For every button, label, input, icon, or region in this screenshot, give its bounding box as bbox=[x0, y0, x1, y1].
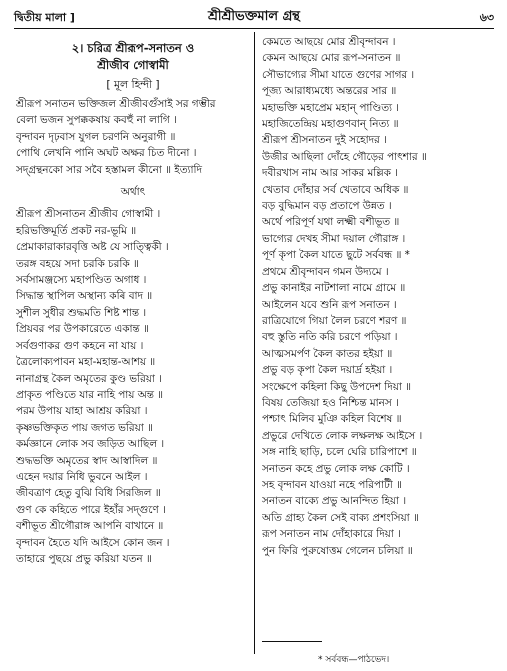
verse-line: শুদ্ধভক্তি অমৃতের স্বাদ আস্বাদিল ॥ bbox=[16, 454, 158, 467]
verse-line: প্রভু কানাইর নাটশালা নামে গ্রামে ॥ bbox=[262, 282, 406, 295]
hindi-verse-line: সদ্গ্রন্থনকো সার সবৈ হস্তামল কীনো ॥ ইত্যাদি bbox=[16, 163, 202, 176]
verse-line: হরিভক্তিমূর্তি প্রকট নর-ভূমি ॥ bbox=[16, 224, 137, 237]
hindi-verse-block bbox=[16, 96, 250, 178]
header-book-title: শ্রীশ্রীভক্তমাল গ্রন্থ bbox=[208, 9, 300, 24]
hindi-verse-line: শ্রীরূপ সনাতন ভক্তিজল শ্রীজীবগুঁসাই সর গম্ভীর bbox=[16, 98, 216, 110]
verse-line: প্রাকৃত পণ্ডিতে যার নাহি পায় অন্ত ॥ bbox=[16, 388, 164, 401]
verse-line: কর্মজ্ঞানে লোক সব জড়িত আছিল । bbox=[16, 438, 165, 451]
verse-line: জীবত্রাণ হেতু বুঝি বিধি সিরজিল ॥ bbox=[16, 487, 161, 500]
header-chapter-label: দ্বিতীয় মালা ] bbox=[14, 11, 75, 24]
hindi-verse-line: বেলা ভজন সুপক্ককষায় কবহুঁ না লাগি । bbox=[16, 114, 177, 127]
verse-line: পূর্ণ কৃপা কৈল যাতে ছুটে সর্ববন্ধ ॥ * bbox=[262, 249, 410, 262]
verse-line: বশীভূত শ্রীগৌরাঙ্গ আপনি বাখানে ॥ bbox=[16, 520, 164, 533]
verse-line: সুশীল সুধীর শুদ্ধমতি শিষ্ট শান্ত । bbox=[16, 306, 147, 319]
right-column bbox=[262, 34, 494, 559]
bengali-verse-block-right bbox=[262, 34, 494, 559]
verse-line: কেমন আছয়ে মোর রূপ-সনাতন ॥ bbox=[262, 52, 401, 65]
verse-line: গুণ কে কহিতে পারে ইহাঁর সদ্গুণে । bbox=[16, 503, 166, 516]
verse-line: সর্বসামঞ্জস্যে মহাপণ্ডিত অগাধ । bbox=[16, 274, 147, 287]
verse-line: প্রভুরে দেখিতে লোক লক্ষলক্ষ আইসে । bbox=[262, 429, 423, 442]
page-header bbox=[14, 6, 494, 28]
verse-line: প্রিয়বর পর উপকারেতে একান্ত ॥ bbox=[16, 323, 149, 336]
verse-line: তরঙ্গ বহয়ে সদা চরকি চরকি ॥ bbox=[16, 257, 139, 270]
verse-line: কেমতে আছয়ে মোর শ্রীবৃন্দাবন । bbox=[262, 36, 396, 48]
column-divider bbox=[254, 32, 255, 654]
verse-line: বহু স্তুতি নতি করি চরণে পড়িয়া । bbox=[262, 331, 398, 344]
verse-line: মহাজিতেন্দ্রিয় মহাগুণবান্ নিত্য ॥ bbox=[262, 118, 399, 131]
left-column bbox=[16, 34, 250, 567]
verse-line: পূজ্য আরাধ্যমধ্যে অন্তরের সার ॥ bbox=[262, 85, 397, 98]
verse-line: নানাগ্রন্থ কৈল অমৃতের কুণ্ড ভরিয়া । bbox=[16, 372, 162, 385]
verse-line: এহেন দয়ার নিধি ভুবনে আইল । bbox=[16, 470, 148, 483]
verse-line: সংক্ষেপে কহিলা কিছু উপদেশ দিয়া ॥ bbox=[262, 380, 412, 393]
verse-line: রাত্রিযোগে গিয়া লৈল চরণে শরণ ॥ bbox=[262, 314, 407, 327]
verse-line: সহ বৃন্দাবন যাওয়া নহে পরিপাটী ॥ bbox=[262, 478, 402, 491]
verse-line: তাহারে পুছয়ে প্রভু করিয়া যতন ॥ bbox=[16, 552, 152, 565]
verse-line: দবীরখাস নাম আর সাকর মল্লিক । bbox=[262, 167, 398, 180]
verse-line: অর্থে পরিপূর্ণ যথা লক্ষ্মী বশীভূত ॥ bbox=[262, 216, 400, 229]
verse-line: সনাতন কহে প্রভু লোক লক্ষ কোটি । bbox=[262, 462, 410, 475]
verse-line: অতি গ্রাহ্য কৈল সেই বাক্য প্রশংসিয়া ॥ bbox=[262, 511, 419, 524]
verse-line: পরম উপায় যাহা আশ্রয় করিয়া । bbox=[16, 405, 148, 418]
hindi-verse-line: বৃন্দাবন দৃঢ়বাস যুগল চরণনি অনুরাগী ॥ bbox=[16, 130, 176, 143]
verse-line: বৃন্দাবন হৈতে যদি আইসে কোন জন । bbox=[16, 536, 170, 549]
section-title-line-2: শ্রীজীব গোস্বামী bbox=[97, 58, 169, 72]
verse-line: রূপ সনাতন নাম দোঁহাকারে দিয়া । bbox=[262, 528, 401, 541]
verse-line: আইলেন যবে শুনি রূপ সনাতন । bbox=[262, 298, 397, 311]
verse-line: আত্মসমর্পণ কৈল কাতর হইয়া ॥ bbox=[262, 347, 393, 360]
verse-line: মহাভক্তি মহাপ্রেম মহান্ পাণ্ডিত্য । bbox=[262, 101, 400, 114]
bengali-verse-block-left bbox=[16, 206, 250, 567]
verse-line: সৌভাগ্যের সীমা যাতে গুণের সাগর । bbox=[262, 68, 415, 81]
verse-line: প্রেমাকারাকারবৃত্তি অষ্ট যে সাত্ত্বিকী । bbox=[16, 241, 169, 254]
verse-line: সঙ্গ নাহি ছাড়ি, চলে ঘেরি চারিপাশে ॥ bbox=[262, 446, 417, 459]
verse-line: সিদ্ধান্ত স্থাপিল অস্থান্য কৰি বাদ ॥ bbox=[16, 290, 153, 303]
section-title-line-1: ২। চরিত্র শ্রীরূপ-সনাতন ও bbox=[71, 41, 195, 55]
verse-line: পশ্চাৎ মিলিব মুঞি কহিল বিশেষ ॥ bbox=[262, 413, 402, 426]
header-rule bbox=[14, 28, 494, 29]
verse-line: উজীর আছিলা দোঁহে গৌড়ের পাৎশার ॥ bbox=[262, 150, 427, 163]
verse-line: বিষয় তেজিয়া হও নিশ্চিন্ত মানস । bbox=[262, 396, 399, 409]
footnote: * সর্ববন্ধ—পাঠভেদ। bbox=[318, 655, 390, 665]
verse-line: শ্রীরূপ শ্রীসনাতন শ্রীজীব গোস্বামী । bbox=[16, 208, 161, 221]
arthah-label: অর্থাৎ bbox=[120, 186, 146, 199]
verse-line: প্রথমে শ্রীবৃন্দাবন গমন উদ্যমে । bbox=[262, 265, 389, 278]
verse-line: ভাগ্যের দেখহ সীমা দয়াল গৌরাঙ্গ । bbox=[262, 232, 406, 245]
verse-line: খেতাব দোঁহার সর্ব খেতাবে অধিক ॥ bbox=[262, 183, 409, 196]
verse-line: ত্রৈলোক্যপাবন মহা-মহান্ত-আশয় ॥ bbox=[16, 356, 156, 369]
verse-line: প্রভু বড় কৃপা কৈল দয়ার্দ্র হইয়া । bbox=[262, 364, 393, 377]
verse-line: সনাতন বাক্যে প্রভু আনন্দিত হিয়া । bbox=[262, 495, 407, 508]
mool-hindi-label: [ মূল হিন্দী ] bbox=[106, 78, 160, 91]
verse-line: কৃষ্ণভক্তিকৃত পায় জগত ভরিয়া ॥ bbox=[16, 421, 153, 434]
verse-line: শ্রীরূপ শ্রীসনাতন দুই সহোদর । bbox=[262, 134, 387, 147]
footnote-rule bbox=[262, 641, 322, 642]
verse-line: বড় বুদ্ধিমান বড় প্রতাপে উন্নত । bbox=[262, 200, 392, 213]
verse-line: পুন ফিরি পুরুষোত্তম গেলেন চলিয়া ॥ bbox=[262, 544, 413, 557]
hindi-verse-line: পোথি লেখনি পানি অঘট অক্ষর চিত দীনো । bbox=[16, 147, 197, 160]
page-number: ৬৩ bbox=[479, 11, 494, 24]
verse-line: সর্বগুণাকর গুণ কহনে না যায় । bbox=[16, 339, 144, 352]
